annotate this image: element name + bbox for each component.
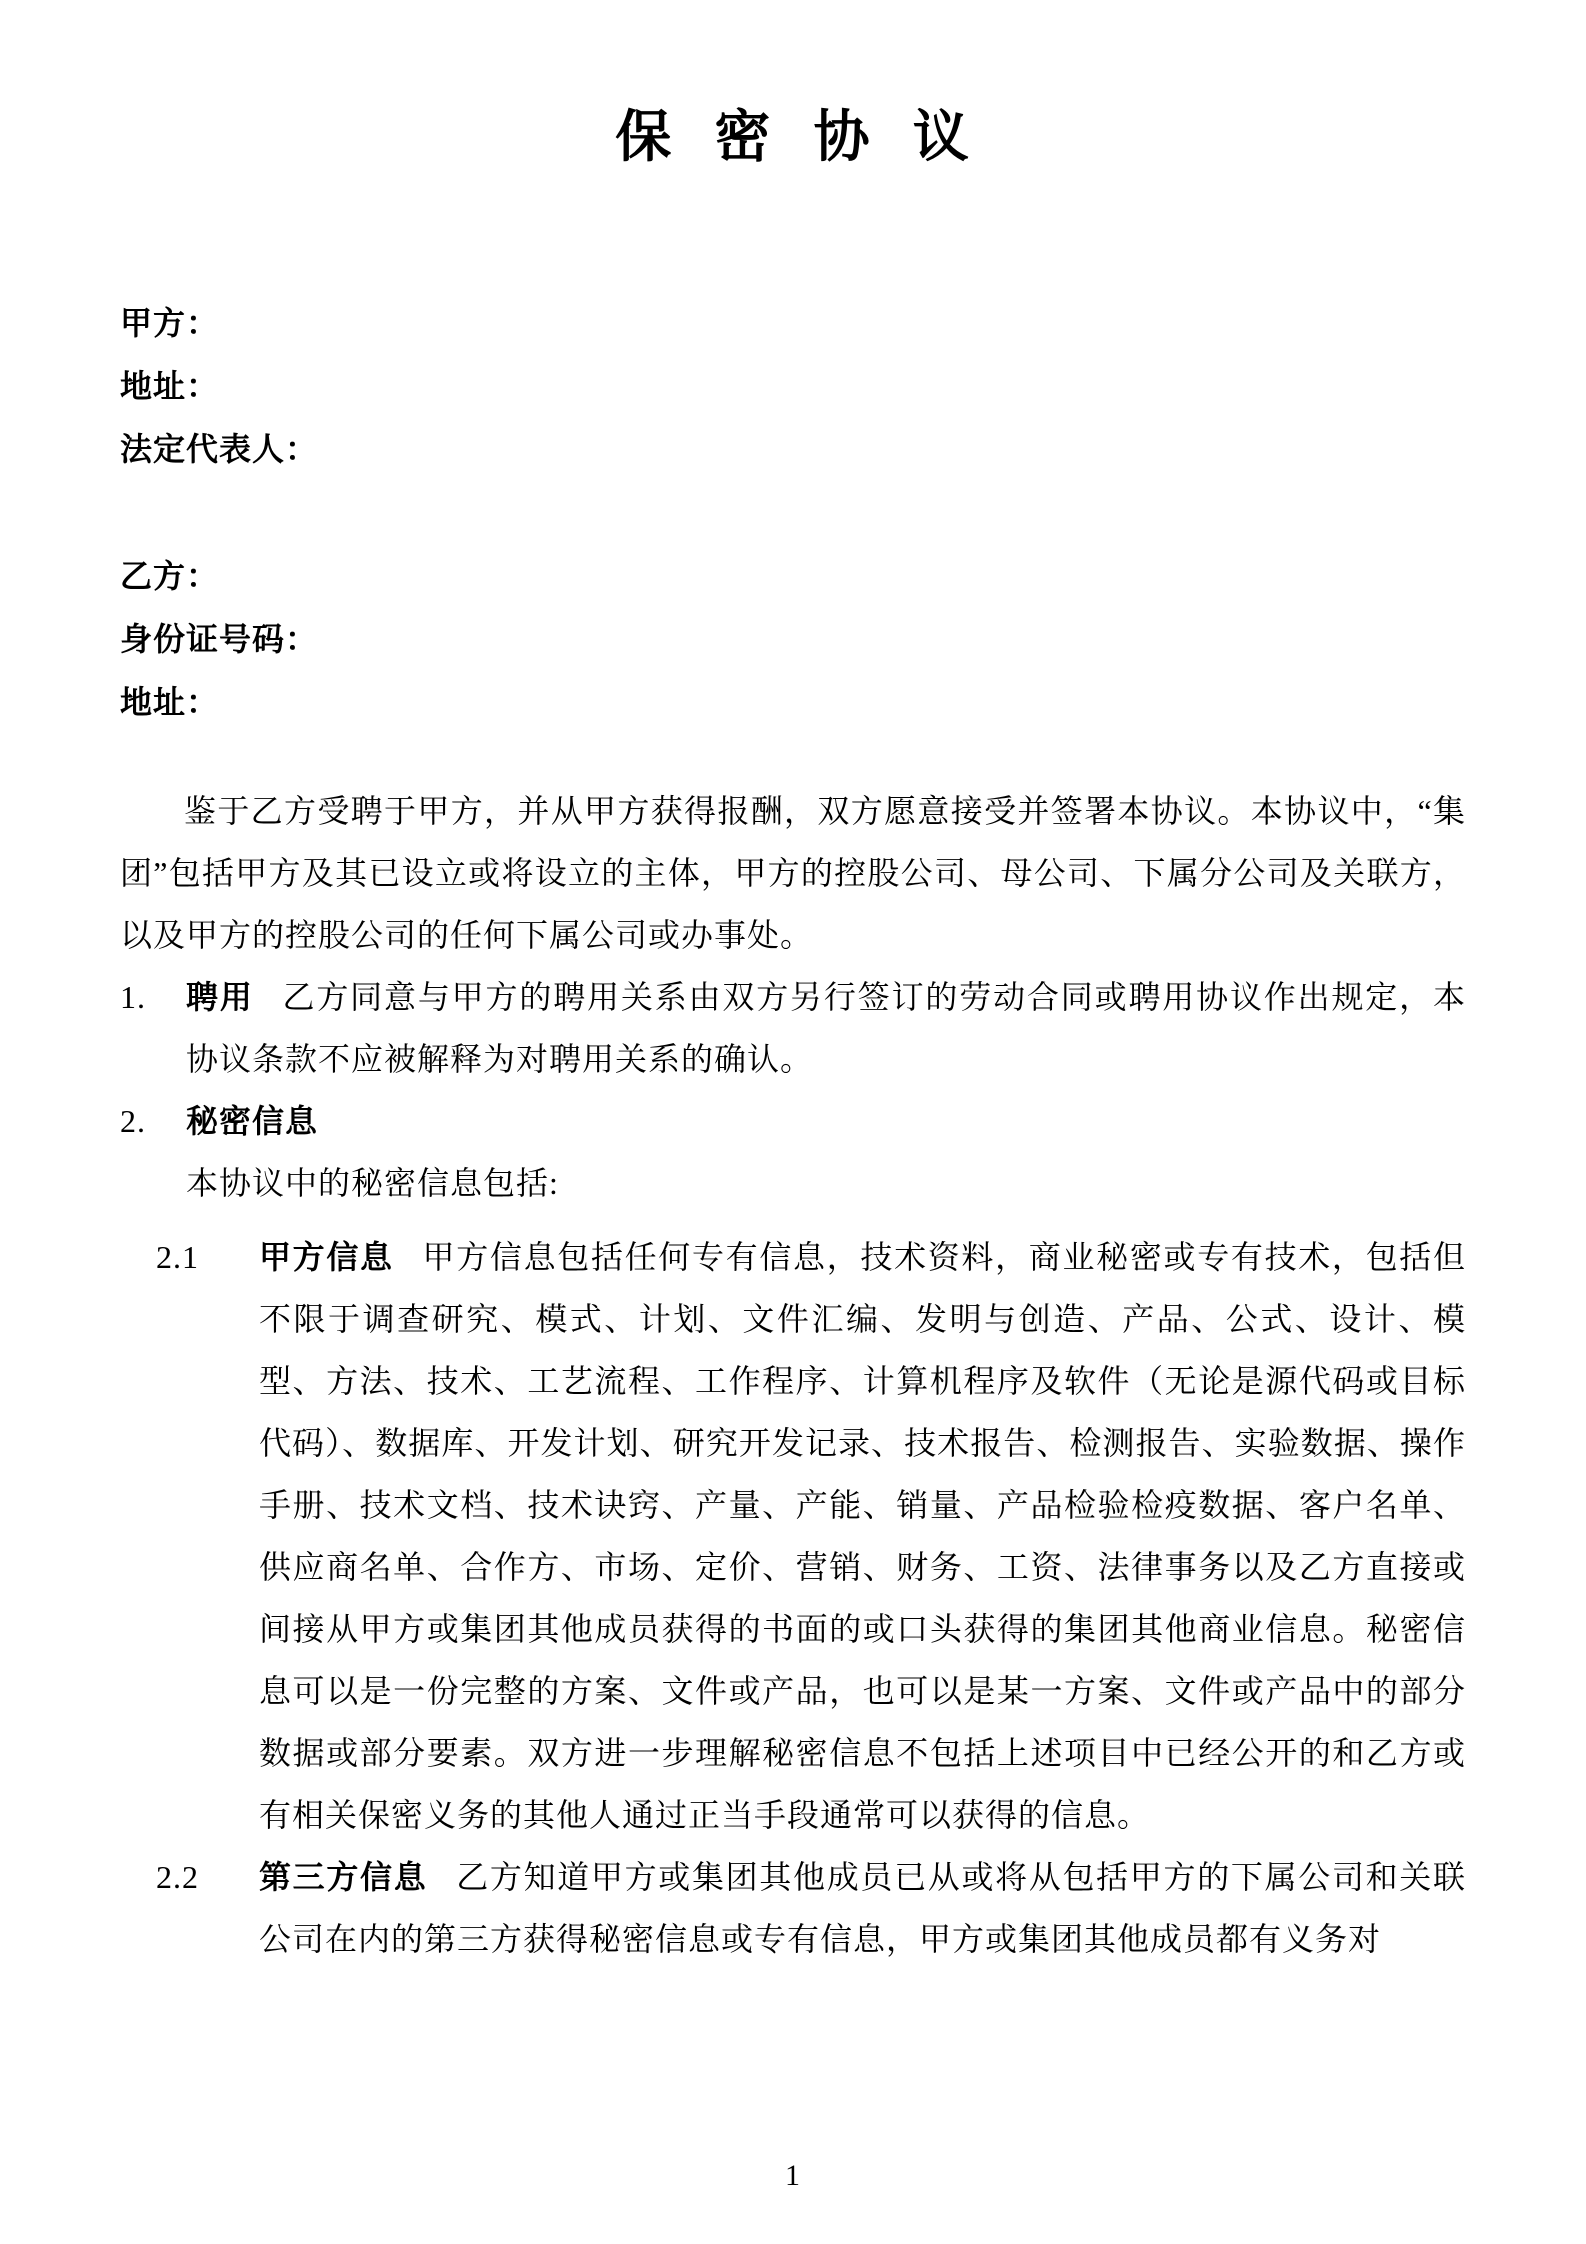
clause-1-term: 聘用 <box>186 979 254 1015</box>
clause-2 <box>120 1090 1466 1152</box>
party-b-name-label: 乙方： <box>120 558 220 594</box>
subclause-2-2-body <box>259 1846 1466 1970</box>
party-a-name-label: 甲方： <box>120 305 220 341</box>
page-number: 1 <box>785 2159 801 2192</box>
clause-1-text: 乙方同意与甲方的聘用关系由双方另行签订的劳动合同或聘用协议作出规定，本协议条款不应被解释为对聘用关系的确认。 <box>186 979 1466 1077</box>
subclause-2-2-term: 第三方信息 <box>259 1859 428 1895</box>
party-a-block <box>120 292 1466 481</box>
clause-1 <box>120 966 1466 1090</box>
clause-1-body <box>186 966 1466 1090</box>
party-b-address-label: 地址： <box>120 684 220 720</box>
clause-2-body <box>186 1090 1466 1152</box>
party-a-legal-rep-label: 法定代表人： <box>120 431 319 467</box>
clause-2-term: 秘密信息 <box>186 1103 319 1139</box>
clause-2-number: 2. <box>120 1103 146 1139</box>
subclause-2-2-text: 乙方知道甲方或集团其他成员已从或将从包括甲方的下属公司和关联公司在内的第三方获得秘密信息或专有信息，甲方或集团其他成员都有义务对 <box>259 1859 1466 1957</box>
preamble-paragraph: 鉴于乙方受聘于甲方，并从甲方获得报酬，双方愿意接受并签署本协议。本协议中，“集团”包括甲方及其已设立或将设立的主体，甲方的控股公司、母公司、下属分公司及关联方，以及甲方的控股公司的任何下属公司或办事处。 <box>120 793 1466 953</box>
document-title: 保 密 协 议 <box>615 107 971 169</box>
party-b-id-label: 身份证号码： <box>120 621 319 657</box>
subclause-2-2-number: 2.2 <box>156 1859 199 1895</box>
subclause-2-1-term: 甲方信息 <box>259 1239 394 1275</box>
clause-2-intro: 本协议中的秘密信息包括: <box>186 1165 559 1201</box>
subclause-2-1 <box>156 1226 1466 1846</box>
subclause-2-1-number: 2.1 <box>156 1239 199 1275</box>
subclause-2-1-text: 甲方信息包括任何专有信息，技术资料，商业秘密或专有技术，包括但不限于调查研究、模式、计划、文件汇编、发明与创造、产品、公式、设计、模型、方法、技术、工艺流程、工作程序、计算机程序及软件（无论是源代码或目标代码）、数据库、开发计划、研究开发记录、技术报告、检测报告、实验数据、操作手册、技术文档、技术诀窍、产量、产能、销量、产品检验检疫数据、客户名单、供应商名单、合作方、市场、定价、营销、财务、工资、法律事务以及乙方直接或间接从甲方或集团其他成员获得的书面的或口头获得的集团其他商业信息。秘密信息可以是一份完整的方案、文件或产品，也可以是某一方案、文件或产品中的部分数据或部分要素。双方进一步理解秘密信息不包括上述项目中已经公开的和乙方或有相关保密义务的其他人通过正当手段通常可以获得的信息。 <box>259 1239 1466 1833</box>
clause-1-number: 1. <box>120 979 146 1015</box>
document-content <box>120 96 1466 1970</box>
party-b-block <box>120 545 1466 734</box>
subclause-2-1-body <box>259 1226 1466 1846</box>
party-a-address-label: 地址： <box>120 368 220 404</box>
subclause-2-2 <box>156 1846 1466 1970</box>
